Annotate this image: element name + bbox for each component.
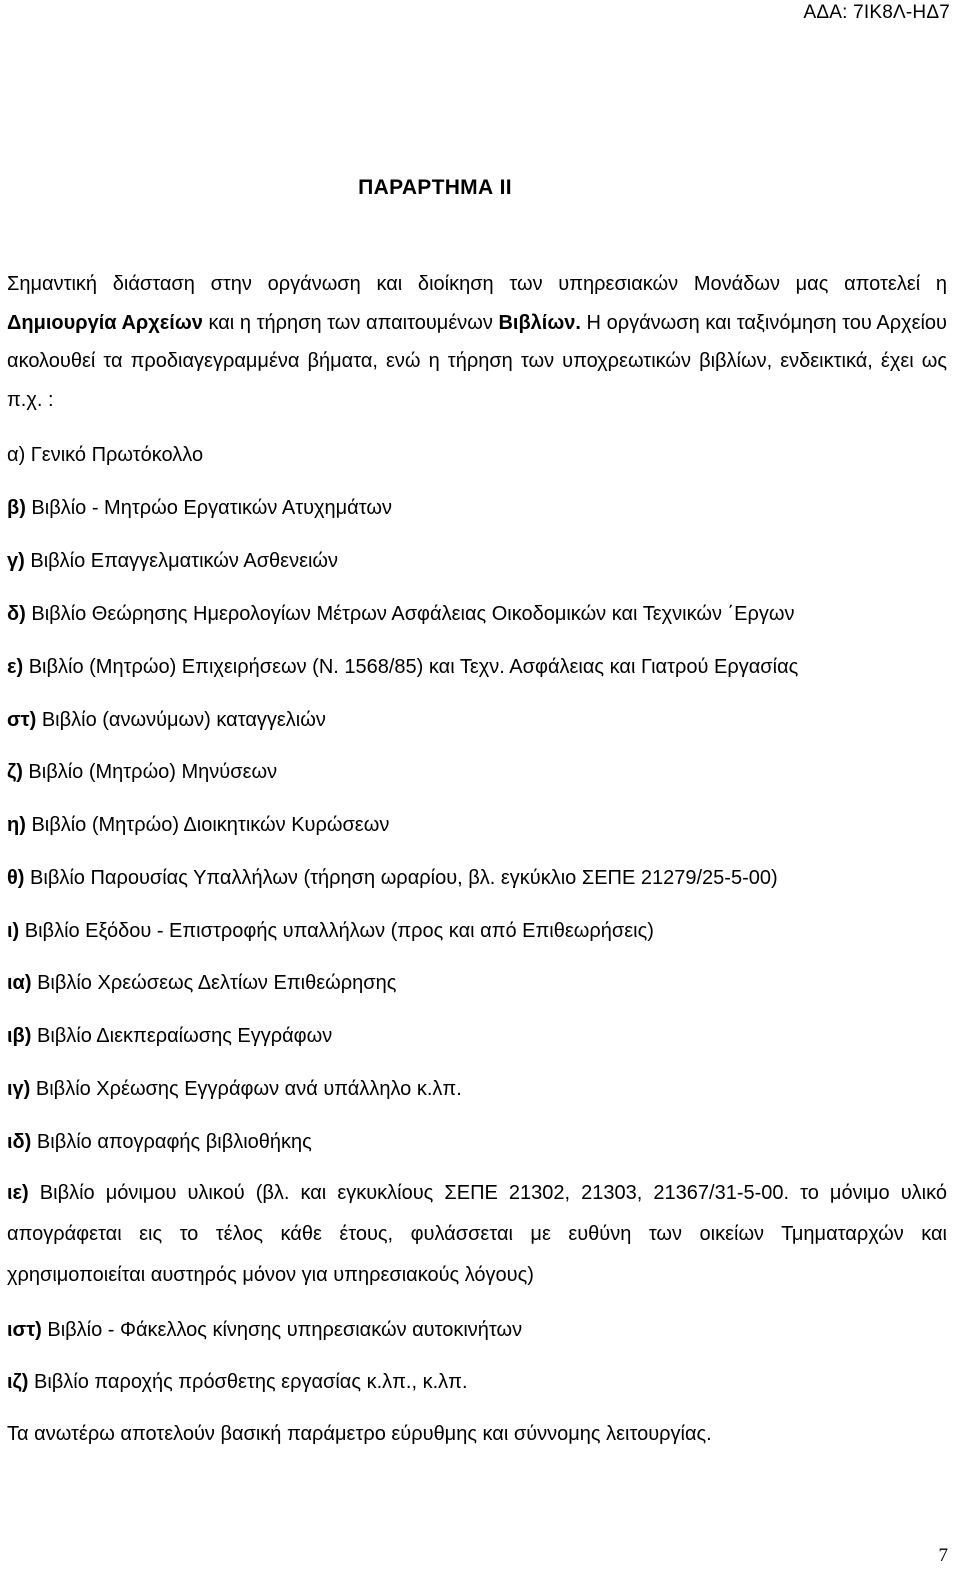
list-item <box>7 653 947 681</box>
page-number: 7 <box>938 1545 948 1566</box>
document-code: ΑΔΑ: 7ΙΚ8Λ-ΗΔ7 <box>803 2 950 23</box>
list-item <box>7 494 947 522</box>
list-item-marker: δ) <box>7 603 26 625</box>
list-item-text: Βιβλίο - Φάκελλος κίνησης υπηρεσιακών αυτοκινήτων <box>41 1319 523 1341</box>
list-item-marker: ιβ) <box>7 1025 32 1047</box>
list-item-marker: γ) <box>7 550 25 572</box>
list-item-marker: η) <box>7 814 26 836</box>
intro-text-2: και η τήρηση των απαιτουμένων <box>202 311 499 334</box>
list-item <box>7 1075 947 1103</box>
list-item-text: Βιβλίο Θεώρησης Ημερολογίων Μέτρων Ασφάλειας Οικοδομικών και Τεχνικών ΄Εργων <box>25 603 795 625</box>
list-item-marker: β) <box>7 497 26 519</box>
list-item <box>7 1128 947 1156</box>
list-item-marker: ε) <box>7 656 24 678</box>
list-item-text: Βιβλίο παροχής πρόσθετης εργασίας κ.λπ., κ.λπ. <box>28 1371 468 1393</box>
list-item-text: Βιβλίο (Μητρώο) Μηνύσεων <box>22 761 278 783</box>
list-item-marker: θ) <box>7 867 25 889</box>
list-item-text: Βιβλίο Χρεώσεως Δελτίων Επιθεώρησης <box>31 972 397 994</box>
list-item-marker: ζ) <box>7 761 23 783</box>
list-item-marker: ιγ) <box>7 1078 31 1100</box>
list-item-marker: α) <box>7 444 26 466</box>
list-item-text: Βιβλίο (ανωνύμων) καταγγελιών <box>36 709 326 731</box>
intro-bold-1: Δημιουργία Αρχείων <box>7 311 203 334</box>
list-item <box>7 969 947 997</box>
page-title: ΠΑΡΑΡΤΗΜΑ ΙΙ <box>358 176 512 199</box>
list-item-marker: ιδ) <box>7 1131 32 1153</box>
list-item-marker: ι) <box>7 920 20 942</box>
list-item <box>7 1368 947 1396</box>
list-item-marker: ιστ) <box>7 1319 42 1341</box>
intro-text-1: Σημαντική διάσταση στην οργάνωση και διοίκηση των υπηρεσιακών Μονάδων μας αποτελεί η <box>7 273 947 295</box>
list-item <box>7 1022 947 1050</box>
list-item-text: Βιβλίο Εξόδου - Επιστροφής υπαλλήλων (προς και από Επιθεωρήσεις) <box>19 920 654 942</box>
list-item <box>7 441 947 469</box>
list-item <box>7 811 947 839</box>
list-item-text: Βιβλίο Διεκπεραίωσης Εγγράφων <box>31 1025 333 1047</box>
list-item-text: Βιβλίο απογραφής βιβλιοθήκης <box>31 1131 312 1153</box>
list-item <box>7 758 947 786</box>
list-item <box>7 600 947 628</box>
list-item-marker: ιε) <box>7 1182 29 1204</box>
list-item-text: Βιβλίο μόνιμου υλικού (βλ. και εγκυκλίους ΣΕΠΕ 21302, 21303, 21367/31-5-00. το μόνιμο υλικό απογράφεται εις το τέλος κάθε έτους, φυλάσσεται με ευθύνη των οικείων Τμηματαρχών και χρησιμοποιείται αυστηρός μόνον για υπηρεσιακούς λόγους) <box>7 1182 947 1286</box>
list-item-text: Βιβλίο (Μητρώο) Επιχειρήσεων (Ν. 1568/85) και Τεχν. Ασφάλειας και Γιατρού Εργασίας <box>23 656 799 678</box>
list-item <box>7 706 947 734</box>
intro-bold-2: Βιβλίων. <box>498 311 581 334</box>
list-item-text: Βιβλίο (Μητρώο) Διοικητικών Κυρώσεων <box>25 814 390 836</box>
list-item-text: Βιβλίο - Μητρώο Εργατικών Ατυχημάτων <box>25 497 392 519</box>
list-item-text: Βιβλίο Χρέωσης Εγγράφων ανά υπάλληλο κ.λπ. <box>30 1078 462 1100</box>
closing-statement: Τα ανωτέρω αποτελούν βασική παράμετρο εύρυθμης και σύννομης λειτουργίας. <box>7 1423 712 1445</box>
list-item-marker: ιζ) <box>7 1371 29 1393</box>
list-item <box>7 1173 947 1296</box>
list-item-text: Βιβλίο Επαγγελματικών Ασθενειών <box>24 550 339 572</box>
list-item <box>7 547 947 575</box>
list-item-text: Βιβλίο Παρουσίας Υπαλλήλων (τήρηση ωραρίου, βλ. εγκύκλιο ΣΕΠΕ 21279/25-5-00) <box>24 867 778 889</box>
intro-text-3: Η οργάνωση και ταξινόμηση του Αρχείου ακολουθεί τα προδιαγεγραμμένα βήματα, ενώ η τήρηση των υποχρεωτικών βιβλίων, ενδεικτικά, έχει ως π.χ. : <box>7 311 947 411</box>
list-item-marker: ια) <box>7 972 32 994</box>
list-item <box>7 917 947 945</box>
list-item <box>7 864 947 892</box>
intro-paragraph <box>7 265 947 419</box>
list-item <box>7 1316 947 1344</box>
list-item-marker: στ) <box>7 709 37 731</box>
list-item-text: Γενικό Πρωτόκολλο <box>25 444 204 466</box>
